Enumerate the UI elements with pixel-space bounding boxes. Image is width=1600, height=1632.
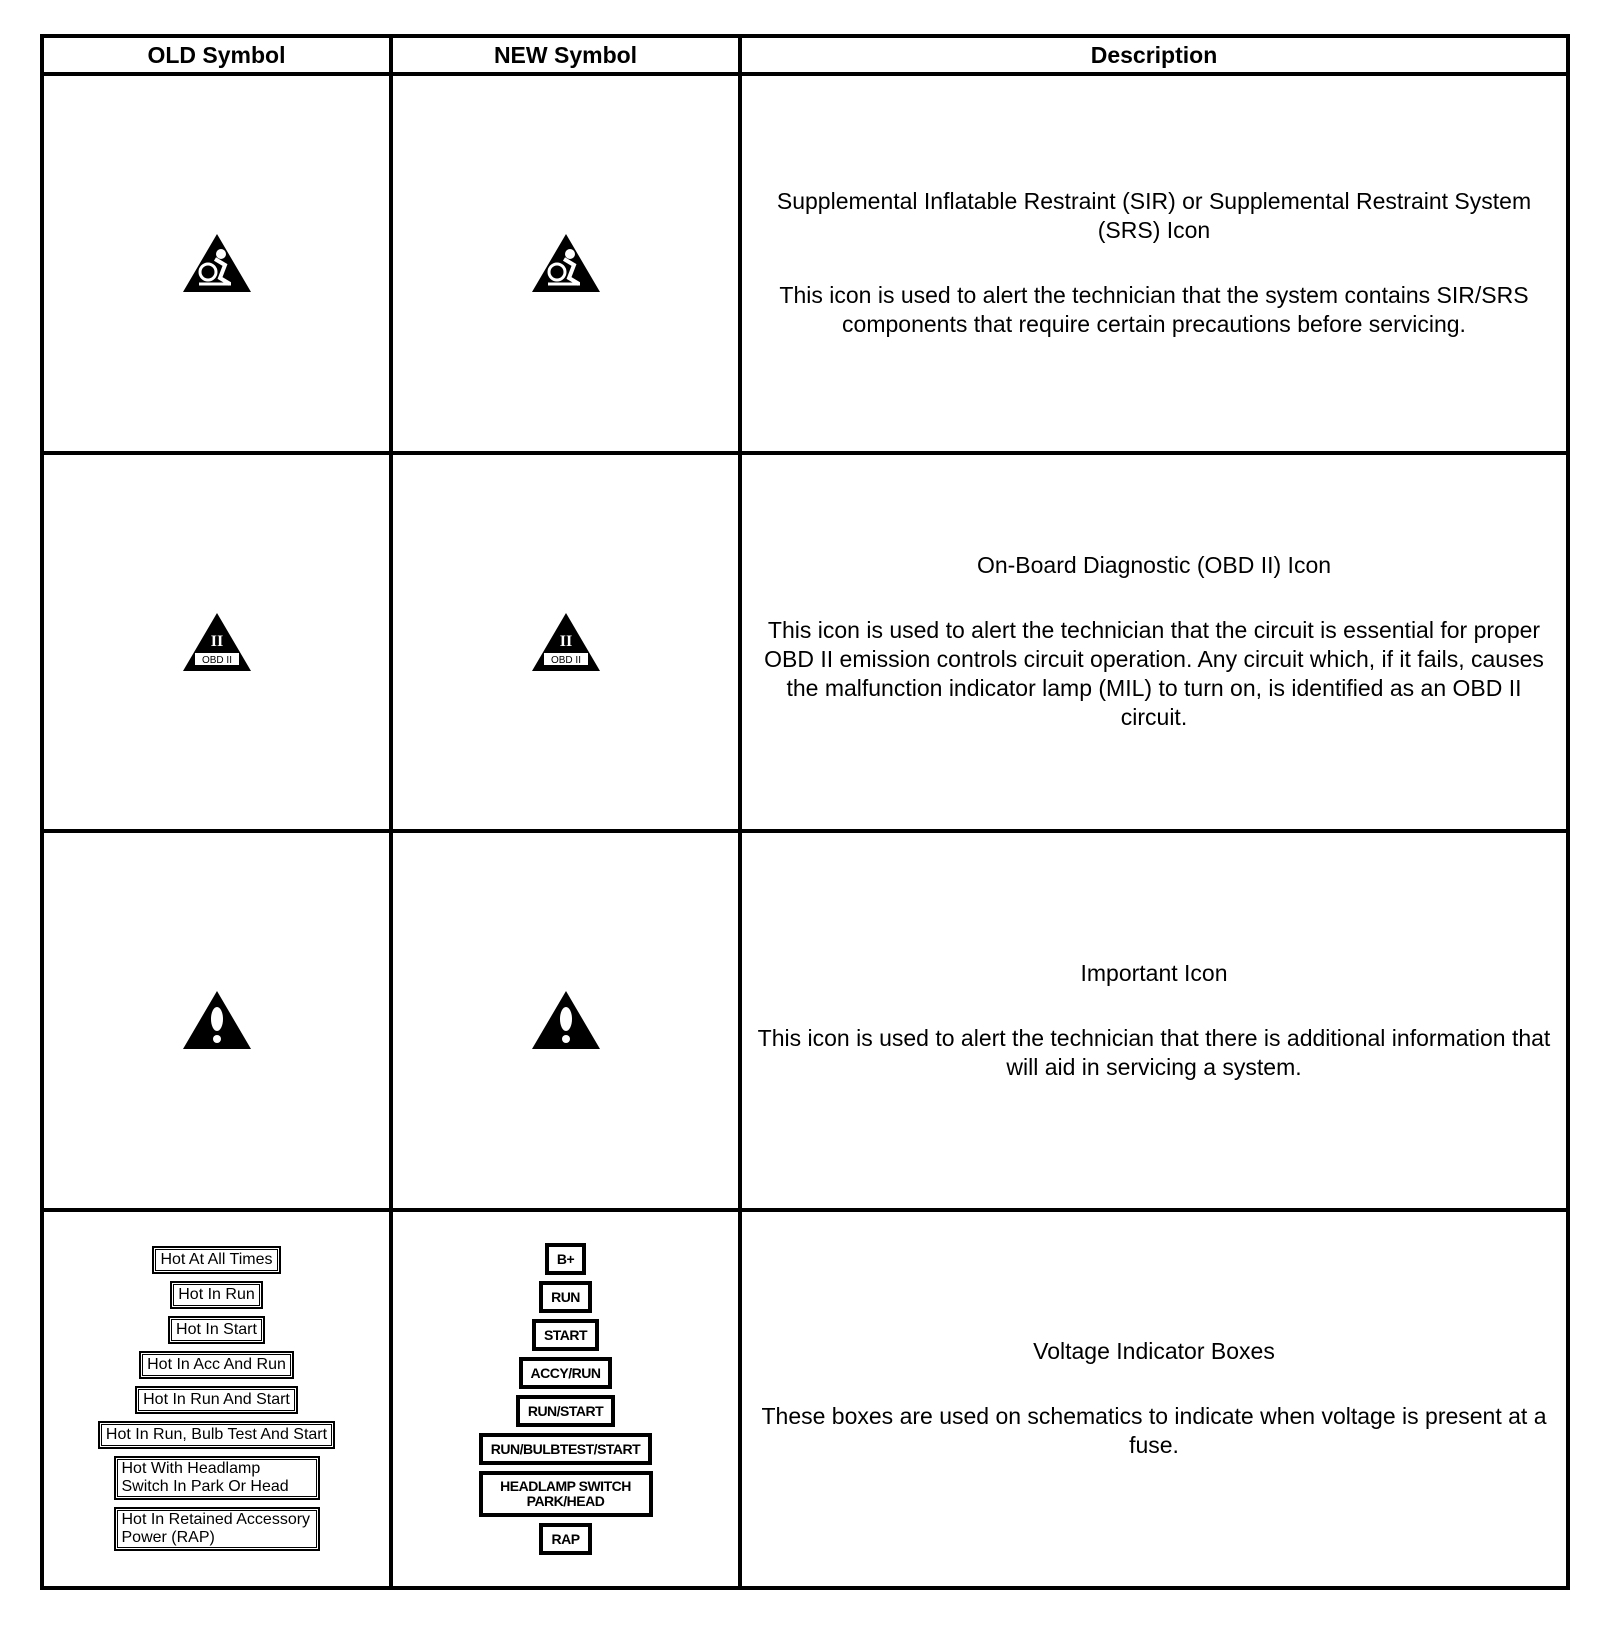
symbol-table xyxy=(40,34,1570,1590)
obd-ii-icon xyxy=(44,611,389,673)
description-title: Voltage Indicator Boxes xyxy=(1033,1338,1275,1365)
new-voltage-box xyxy=(532,1319,599,1351)
important-icon xyxy=(393,989,738,1051)
old-symbol-cell xyxy=(42,74,391,453)
old-symbol-cell xyxy=(42,1210,391,1589)
header-old-symbol: OLD Symbol xyxy=(42,36,391,74)
obd-ii-icon xyxy=(393,611,738,673)
old-voltage-box: Hot In Start xyxy=(168,1316,265,1344)
table-row xyxy=(42,74,1568,453)
old-voltage-box: Hot In Run And Start xyxy=(135,1386,298,1414)
new-voltage-label: RUN xyxy=(543,1285,588,1309)
old-symbol-cell xyxy=(42,453,391,832)
new-voltage-label: B+ xyxy=(549,1247,582,1271)
old-voltage-box: Hot In Acc And Run xyxy=(139,1351,294,1379)
sir-airbag-icon xyxy=(393,232,738,294)
header-description: Description xyxy=(740,36,1568,74)
new-voltage-box xyxy=(545,1243,586,1275)
description-body: This icon is used to alert the technician that the system contains SIR/SRS components that require certain precautions before servicing. xyxy=(779,282,1529,338)
sir-airbag-icon xyxy=(44,232,389,294)
new-symbol-cell xyxy=(391,453,740,832)
table-row xyxy=(42,831,1568,1210)
new-voltage-label: ACCY/RUN xyxy=(523,1361,609,1385)
description-body: These boxes are used on schematics to indicate when voltage is present at a fuse. xyxy=(761,1403,1547,1459)
table-row xyxy=(42,1210,1568,1589)
new-voltage-box xyxy=(539,1523,591,1555)
old-voltage-box: Hot In Run xyxy=(170,1281,262,1309)
description-cell xyxy=(740,831,1568,1210)
description-title: Important Icon xyxy=(1080,959,1228,986)
table-row xyxy=(42,453,1568,832)
new-symbol-cell xyxy=(391,1210,740,1589)
new-voltage-label: START xyxy=(536,1323,595,1347)
old-symbol-cell xyxy=(42,831,391,1210)
obd-label: OBD II xyxy=(550,654,581,666)
new-voltage-box xyxy=(519,1357,613,1389)
new-voltage-label: RUN/START xyxy=(520,1399,611,1423)
header-row xyxy=(42,36,1568,74)
description-title: On-Board Diagnostic (OBD II) Icon xyxy=(976,552,1332,579)
old-voltage-box: Hot In Run, Bulb Test And Start xyxy=(98,1421,335,1449)
old-voltage-box: Hot In Retained Accessory Power (RAP) xyxy=(114,1507,320,1551)
description-cell xyxy=(740,74,1568,453)
new-voltage-boxes xyxy=(393,1243,738,1555)
new-voltage-box xyxy=(479,1433,652,1465)
new-voltage-box xyxy=(516,1395,615,1427)
description-cell xyxy=(740,453,1568,832)
new-voltage-box xyxy=(539,1281,592,1313)
obd-numeral: II xyxy=(210,632,223,650)
important-icon xyxy=(44,989,389,1051)
new-symbol-cell xyxy=(391,831,740,1210)
header-new-symbol: NEW Symbol xyxy=(391,36,740,74)
new-voltage-label: HEADLAMP SWITCH PARK/HEAD xyxy=(483,1475,649,1513)
description-body: This icon is used to alert the technician that there is additional information that will aid in servicing a system. xyxy=(757,1024,1551,1080)
new-voltage-label: RUN/BULBTEST/START xyxy=(483,1437,648,1461)
old-voltage-boxes xyxy=(44,1246,389,1551)
old-voltage-box: Hot At All Times xyxy=(152,1246,280,1274)
obd-numeral: II xyxy=(559,632,572,650)
description-body: This icon is used to alert the technician that the circuit is essential for proper OBD II emission controls circuit operation. Any circuit which, if it fails, causes the malfunction indicator lamp (MIL) to turn on, is identified as an OBD II circuit. xyxy=(764,617,1544,731)
old-voltage-box: Hot With Headlamp Switch In Park Or Head xyxy=(114,1456,320,1500)
new-voltage-label: RAP xyxy=(543,1527,587,1551)
new-symbol-cell xyxy=(391,74,740,453)
obd-label: OBD II xyxy=(201,654,232,666)
description-title: Supplemental Inflatable Restraint (SIR) or Supplemental Restraint System (SRS) Icon xyxy=(776,188,1532,244)
new-voltage-box xyxy=(479,1471,653,1517)
description-cell xyxy=(740,1210,1568,1589)
